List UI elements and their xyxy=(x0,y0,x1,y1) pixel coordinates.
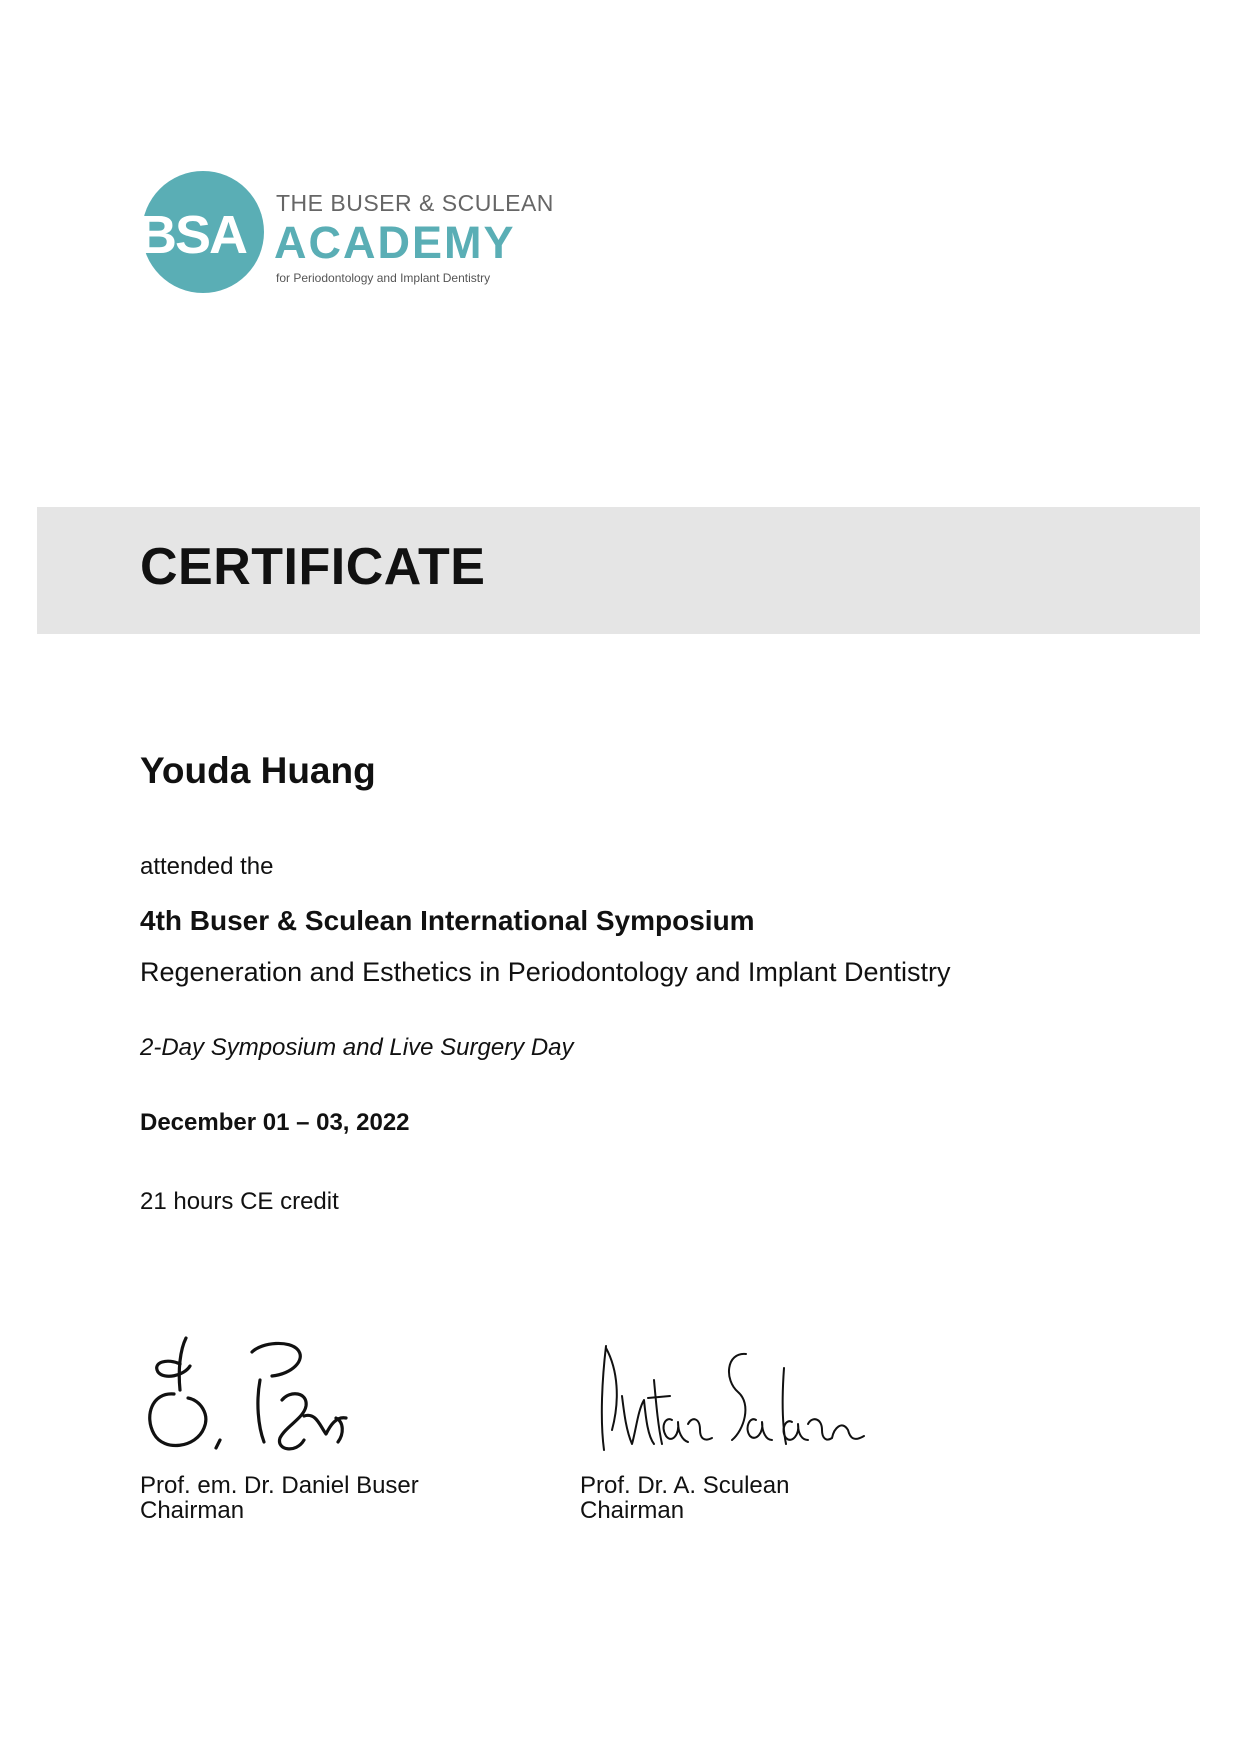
logo-line-3: for Periodontology and Implant Dentistry xyxy=(276,271,491,285)
signatory-role: Chairman xyxy=(580,1497,685,1524)
title-banner xyxy=(37,507,1200,634)
event-format: 2-Day Symposium and Live Surgery Day xyxy=(140,1034,574,1061)
certificate-title: CERTIFICATE xyxy=(140,538,486,596)
event-subtitle: Regeneration and Esthetics in Periodontology and Implant Dentistry xyxy=(140,957,951,987)
signatory-name: Prof. em. Dr. Daniel Buser xyxy=(140,1472,419,1499)
ce-credit: 21 hours CE credit xyxy=(140,1188,339,1215)
recipient-name: Youda Huang xyxy=(140,750,376,791)
event-title: 4th Buser & Sculean International Symposium xyxy=(140,905,755,936)
signatory-role: Chairman xyxy=(140,1497,245,1524)
signatory-name: Prof. Dr. A. Sculean xyxy=(580,1472,790,1499)
logo-line-2: ACADEMY xyxy=(274,217,516,268)
academy-logo xyxy=(138,168,558,300)
signatory-sculean xyxy=(580,1473,789,1523)
attended-text: attended the xyxy=(140,853,274,880)
logo-mark: BSA xyxy=(138,205,247,265)
sculean-signature-icon xyxy=(596,1340,876,1460)
logo-line-1: THE BUSER & SCULEAN xyxy=(276,190,554,216)
signatory-buser xyxy=(140,1473,419,1523)
event-dates: December 01 – 03, 2022 xyxy=(140,1109,410,1136)
buser-signature-icon xyxy=(140,1330,380,1460)
